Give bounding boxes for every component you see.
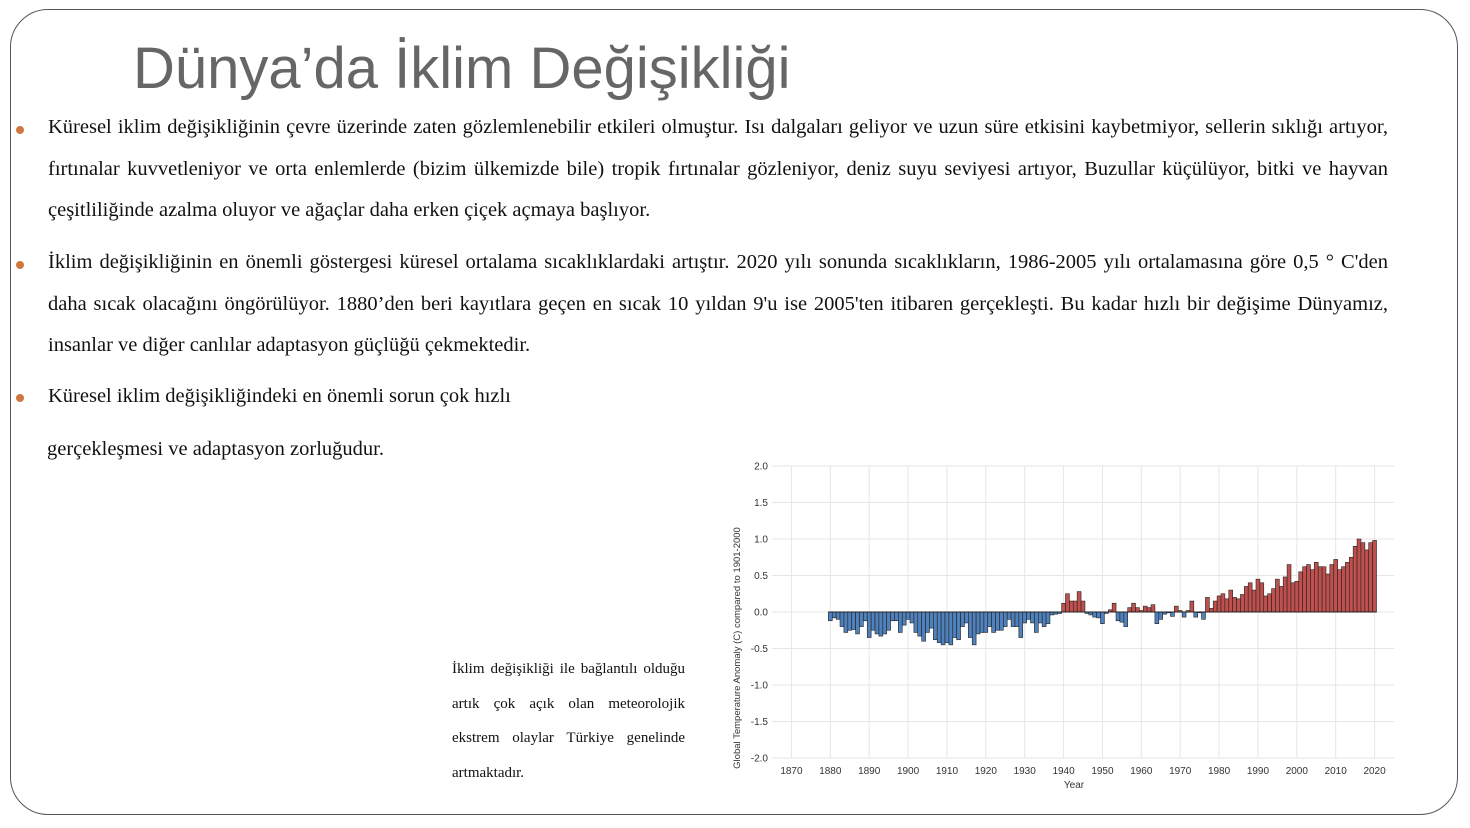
bar-1923 — [996, 612, 1000, 630]
bar-1962 — [1147, 608, 1151, 612]
bar-1883 — [840, 612, 844, 627]
bar-1977 — [1205, 597, 1209, 612]
bar-1895 — [887, 612, 891, 630]
bar-1985 — [1237, 599, 1241, 612]
bar-1997 — [1283, 577, 1287, 612]
bar-1885 — [848, 612, 852, 630]
bar-1913 — [957, 612, 961, 640]
bar-2011 — [1338, 570, 1342, 612]
bar-1979 — [1213, 601, 1217, 612]
bar-1984 — [1233, 597, 1237, 612]
bar-1903 — [918, 612, 922, 636]
bar-1899 — [902, 612, 906, 625]
bar-1965 — [1159, 612, 1163, 619]
bar-1881 — [832, 612, 836, 618]
bar-1944 — [1077, 592, 1081, 612]
bar-1958 — [1132, 603, 1136, 612]
bar-1935 — [1042, 612, 1046, 627]
y-tick-label: -1.0 — [750, 680, 768, 692]
bar-1987 — [1244, 586, 1248, 612]
bar-1943 — [1073, 601, 1077, 612]
slide-title: Dünya’da İklim Değişikliği — [133, 36, 791, 101]
bar-1929 — [1019, 612, 1023, 638]
bar-2014 — [1349, 557, 1353, 612]
bar-1940 — [1062, 603, 1066, 612]
bar-1907 — [933, 612, 937, 640]
bar-1888 — [859, 612, 863, 627]
y-tick-label: 0.0 — [754, 607, 768, 619]
bar-1961 — [1143, 606, 1147, 612]
bar-2018 — [1365, 550, 1369, 612]
bar-1981 — [1221, 594, 1225, 612]
bullet-text-3: Küresel iklim değişikliğindeki en önemli sorun çok hızlı — [48, 385, 511, 407]
bar-1909 — [941, 612, 945, 645]
bar-1974 — [1194, 612, 1198, 617]
bar-1921 — [988, 612, 992, 627]
bar-1998 — [1287, 565, 1291, 612]
bar-1931 — [1027, 612, 1031, 619]
bar-1995 — [1275, 579, 1279, 612]
bar-1914 — [961, 612, 965, 627]
bullet-marker — [16, 394, 24, 402]
bar-1964 — [1155, 612, 1159, 624]
bar-1990 — [1256, 579, 1260, 612]
bar-2015 — [1353, 546, 1357, 612]
y-tick-label: -0.5 — [750, 644, 768, 655]
bar-1917 — [972, 612, 976, 645]
x-tick-label: 1900 — [896, 766, 920, 777]
bar-1920 — [984, 612, 988, 632]
x-tick-label: 1930 — [1013, 766, 1036, 777]
bar-1892 — [875, 612, 879, 634]
bar-1991 — [1260, 583, 1264, 612]
bar-1919 — [980, 612, 984, 632]
x-tick-label: 2010 — [1324, 766, 1347, 777]
bar-2001 — [1299, 572, 1303, 612]
y-tick-label: 1.0 — [754, 534, 768, 546]
bar-1978 — [1209, 608, 1213, 612]
bar-1994 — [1272, 589, 1276, 612]
bar-1973 — [1190, 601, 1194, 612]
bar-1955 — [1120, 612, 1124, 622]
bar-1925 — [1003, 612, 1007, 627]
bar-1904 — [922, 612, 926, 641]
bar-1930 — [1023, 612, 1027, 623]
bar-1922 — [992, 612, 996, 632]
bar-1886 — [852, 612, 856, 630]
y-tick-label: -1.5 — [750, 717, 768, 728]
bar-1918 — [976, 612, 980, 634]
bar-2000 — [1295, 581, 1299, 612]
bar-1893 — [879, 612, 883, 636]
bar-1897 — [894, 612, 898, 621]
bar-2003 — [1307, 565, 1311, 612]
bar-1934 — [1038, 612, 1042, 623]
bullet-continuation: gerçekleşmesi ve adaptasyon zorluğudur. — [47, 438, 384, 460]
bar-1882 — [836, 612, 840, 619]
x-axis-label: Year — [1063, 780, 1085, 791]
bar-1954 — [1116, 612, 1120, 621]
bar-1898 — [898, 612, 902, 632]
bar-1890 — [867, 612, 871, 638]
bar-1986 — [1240, 594, 1244, 612]
bar-1950 — [1100, 612, 1104, 624]
x-tick-label: 2000 — [1285, 766, 1308, 777]
x-tick-label: 1880 — [819, 766, 842, 777]
bar-2008 — [1326, 574, 1330, 612]
bar-1957 — [1128, 608, 1132, 612]
bar-1916 — [968, 612, 972, 638]
bar-1880 — [828, 612, 832, 621]
y-tick-label: 0.5 — [754, 571, 768, 582]
bar-1896 — [891, 612, 895, 621]
x-tick-label: 1970 — [1169, 766, 1192, 777]
bar-1915 — [964, 612, 968, 623]
bar-1963 — [1151, 605, 1155, 612]
bar-1980 — [1217, 596, 1221, 612]
bar-1894 — [883, 612, 887, 634]
bar-2005 — [1314, 562, 1318, 612]
bar-1928 — [1015, 612, 1019, 627]
x-tick-label: 1980 — [1207, 766, 1231, 777]
bar-1948 — [1093, 612, 1097, 617]
bar-1902 — [914, 612, 918, 632]
bar-2006 — [1318, 567, 1322, 612]
bar-1884 — [844, 612, 848, 632]
bullet-text-1: Küresel iklim değişikliğinin çevre üzerinde zaten gözlemlenebilir etkileri olmuştur. Isı dalgaları geliyor ve uzun süre etkisini kaybetmiyor, sellerin sıklığı artıyor, fırtınalar kuvvetleniyor ve orta enlemlerde (bizim ülkemizde bile) tropik fırtınalar gözleniyor, deniz suyu seviyesi artıyor, Buzullar küçülüyor, bitki ve hayvan çeşitliliğinde azalma oluyor ve ağaçlar daha erken çiçek açmaya başlıyor. — [48, 116, 1388, 221]
bar-1936 — [1046, 612, 1050, 624]
bar-1949 — [1097, 612, 1101, 618]
bar-1900 — [906, 612, 910, 619]
x-tick-label: 1960 — [1130, 766, 1153, 777]
bar-1912 — [953, 612, 957, 638]
bar-1982 — [1225, 599, 1229, 612]
bar-1956 — [1124, 612, 1128, 627]
x-tick-label: 1940 — [1052, 766, 1075, 777]
y-tick-label: -2.0 — [750, 753, 768, 765]
bar-1953 — [1112, 603, 1116, 612]
bullet-text-2: İklim değişikliğinin en önemli göstergesi küresel ortalama sıcaklıklardaki artıştır. 2020 yılı sonunda sıcaklıkların, 1986-2005 yılı ortalamasına göre 0,5 ° C'den daha sıcak olacağını öngörülüyor. 1880’den beri kayıtlara geçen en sıcak 10 yıldan 9'u ise 2005'ten itibaren gerçekleşti. Bu kadar hızlı bir değişime Dünyamız, insanlar ve diğer canlılar adaptasyon güçlüğü çekmektedir. — [48, 251, 1388, 356]
bar-2002 — [1303, 567, 1307, 612]
chart-caption: İklim değişikliği ile bağlantılı olduğu artık çok açık olan meteorolojik ekstrem olaylar Türkiye genelinde artmaktadır. — [452, 661, 685, 781]
x-tick-label: 1910 — [935, 766, 959, 777]
bar-1983 — [1229, 590, 1233, 612]
bullet-marker — [16, 126, 24, 134]
x-tick-label: 1920 — [974, 766, 997, 777]
bar-1891 — [871, 612, 875, 630]
bar-2020 — [1373, 540, 1377, 612]
bar-1908 — [937, 612, 941, 643]
bar-2012 — [1342, 567, 1346, 612]
bar-2017 — [1361, 543, 1365, 612]
bar-2010 — [1334, 559, 1338, 612]
y-tick-label: 2.0 — [754, 461, 768, 473]
x-tick-label: 2020 — [1363, 766, 1386, 777]
bar-1968 — [1170, 612, 1174, 616]
bar-1959 — [1135, 608, 1139, 612]
bar-1992 — [1264, 596, 1268, 612]
bar-2013 — [1345, 562, 1349, 612]
bar-1993 — [1268, 594, 1272, 612]
x-tick-label: 1950 — [1091, 766, 1114, 777]
bar-1932 — [1031, 612, 1035, 623]
temperature-anomaly-chart — [722, 452, 1412, 802]
bar-1941 — [1066, 594, 1070, 612]
bar-1889 — [863, 612, 867, 621]
bar-2009 — [1330, 565, 1334, 612]
bullet-marker — [16, 261, 24, 269]
bar-1901 — [910, 612, 914, 623]
bar-1910 — [945, 612, 949, 643]
bar-1906 — [929, 612, 933, 628]
bar-2019 — [1369, 543, 1373, 612]
bar-1976 — [1202, 612, 1206, 619]
bar-1945 — [1081, 601, 1085, 612]
x-tick-label: 1890 — [858, 766, 881, 777]
bar-1905 — [926, 612, 930, 632]
bar-2004 — [1310, 570, 1314, 612]
bar-1887 — [856, 612, 860, 634]
bar-1942 — [1069, 601, 1073, 612]
bar-1988 — [1248, 583, 1252, 612]
bar-1989 — [1252, 590, 1256, 612]
bar-1926 — [1007, 612, 1011, 619]
bar-1971 — [1182, 612, 1186, 617]
x-tick-label: 1990 — [1246, 766, 1270, 777]
bar-1996 — [1279, 586, 1283, 612]
bar-1924 — [999, 612, 1003, 630]
bar-2016 — [1357, 539, 1361, 612]
bar-1999 — [1291, 583, 1295, 612]
bar-1969 — [1174, 606, 1178, 612]
y-tick-label: 1.5 — [754, 498, 768, 509]
y-axis-label: Global Temperature Anomaly (C) compared to 1901-2000 — [732, 527, 743, 769]
bar-1927 — [1011, 612, 1015, 627]
bar-2007 — [1322, 567, 1326, 612]
x-tick-label: 1870 — [780, 766, 803, 777]
bar-1911 — [949, 612, 953, 645]
bar-1933 — [1034, 612, 1038, 632]
